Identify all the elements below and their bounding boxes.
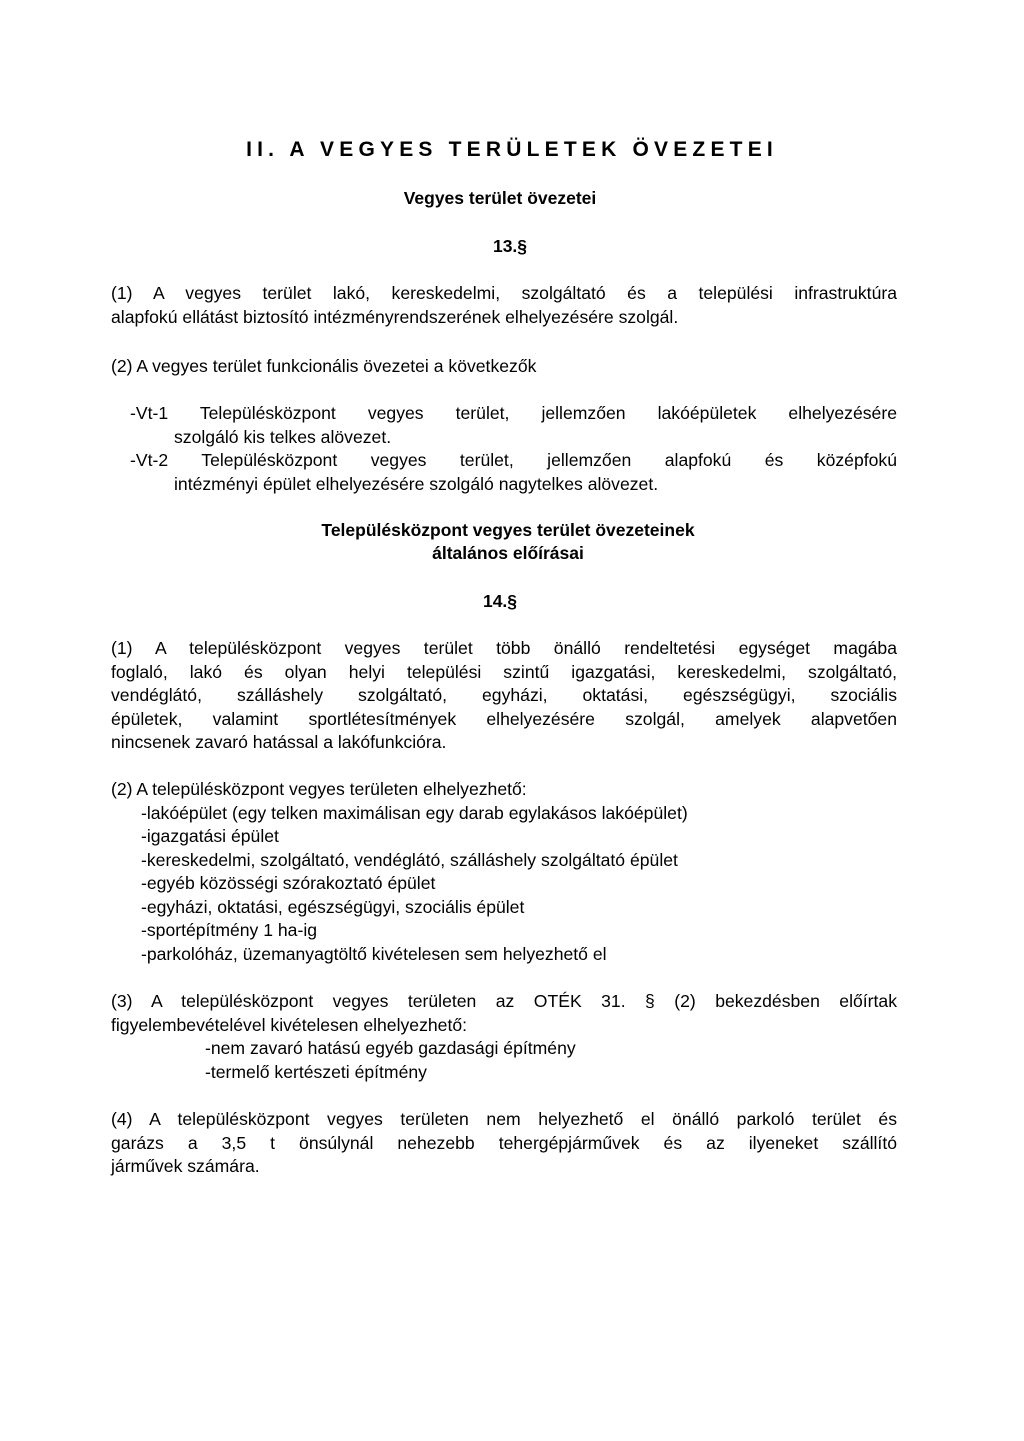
s14-p1-line-5: nincsenek zavaró hatással a lakófunkcióra. [111, 732, 447, 752]
vt2-line-2: intézményi épület elhelyezésére szolgáló nagytelkes alövezet. [174, 473, 659, 494]
s14-p1-line-2: foglaló, lakó és olyan helyi települési szintű igazgatási, kereskedelmi, szolgáltató, [111, 661, 897, 682]
section-heading-zones: Vegyes terület övezetei [403, 188, 597, 208]
chapter-title: II. A VEGYES TERÜLETEK ÖVEZETEI [246, 138, 778, 161]
s14-p3-line-1: (3) A településközpont vegyes területen az OTÉK 31. § (2) bekezdésben előírtak [111, 991, 897, 1011]
list-item: -kereskedelmi, szolgáltató, vendéglátó, szálláshely szolgáltató épület [141, 849, 678, 870]
s14-p4-line-2: garázs a 3,5 t önsúlynál nehezebb tehergépjárművek és az ilyeneket szállító [111, 1132, 897, 1153]
list-item: -igazgatási épület [141, 826, 279, 846]
s13-paragraph-1 [111, 282, 897, 329]
section-number-14: 14.§ [482, 591, 518, 611]
vt1-line-2: szolgáló kis telkes alövezet. [174, 426, 392, 447]
section-heading-general-rules-1: Településközpont vegyes terület övezeteinek [321, 520, 695, 540]
list-item: -sportépítmény 1 ha-ig [141, 920, 318, 940]
s14-p1-line-3: vendéglátó, szálláshely szolgáltató, egyházi, oktatási, egészségügyi, szociális [111, 685, 897, 705]
s14-p4-line-3: járművek számára. [111, 1156, 260, 1176]
list-item: -egyházi, oktatási, egészségügyi, szociális épület [141, 896, 525, 917]
vt2-line-1: -Vt-2 Településközpont vegyes terület, jellemzően alapfokú és középfokú [130, 450, 897, 470]
list-item: -lakóépület (egy telken maximálisan egy darab egylakásos lakóépület) [141, 802, 688, 823]
s14-p3-line-2: figyelembevételével kivételesen elhelyezhető: [111, 1014, 467, 1035]
s14-p1-line-4: épületek, valamint sportlétesítmények elhelyezésére szolgál, amelyek alapvetően [111, 708, 897, 729]
s13-paragraph-2: (2) A vegyes terület funkcionális övezetei a következők [111, 356, 537, 376]
vt1-line-1: -Vt-1 Településközpont vegyes terület, jellemzően lakóépületek elhelyezésére [130, 403, 897, 423]
list-item: -parkolóház, üzemanyagtöltő kivételesen sem helyezhető el [141, 943, 607, 964]
s13-p1-line-1: (1) A vegyes terület lakó, kereskedelmi, szolgáltató és a települési infrastruktúra [111, 283, 897, 303]
vt2-item [130, 449, 897, 496]
s14-paragraph-1 [111, 637, 897, 755]
s14-p4-line-1: (4) A településközpont vegyes területen nem helyezhető el önálló parkoló terület és [111, 1109, 897, 1129]
s13-p1-line-2: alapfokú ellátást biztosító intézményrendszerének elhelyezésére szolgál. [111, 306, 679, 327]
section-number-13: 13.§ [492, 236, 528, 256]
section-heading-general-rules-2: általános előírásai [432, 543, 584, 563]
s14-p2-intro: (2) A településközpont vegyes területen elhelyezhető: [111, 779, 527, 799]
list-item: -termelő kertészeti építmény [205, 1061, 427, 1082]
list-item: -nem zavaró hatású egyéb gazdasági építmény [205, 1038, 576, 1058]
vt1-item [130, 402, 897, 449]
s14-paragraph-2 [111, 778, 897, 966]
s14-paragraph-3 [111, 990, 897, 1084]
s14-paragraph-4 [111, 1108, 897, 1179]
s14-p1-line-1: (1) A településközpont vegyes terület több önálló rendeltetési egységet magába [111, 638, 897, 658]
list-item: -egyéb közösségi szórakoztató épület [141, 873, 436, 893]
